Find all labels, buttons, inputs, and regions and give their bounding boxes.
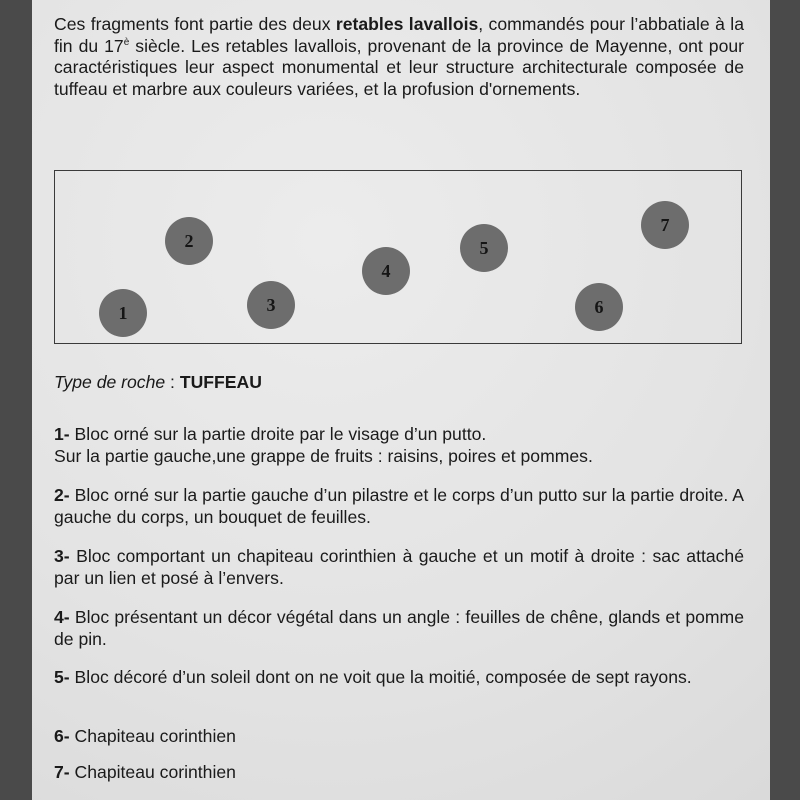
- fragment-text: Chapiteau corinthien: [74, 762, 236, 782]
- rock-type-label: Type de roche: [54, 372, 166, 392]
- fragment-description-1: [54, 423, 744, 467]
- intro-superscript: è: [123, 36, 130, 48]
- fragment-marker-1: 1: [99, 289, 147, 337]
- rock-type-value: TUFFEAU: [179, 372, 262, 392]
- fragment-number: 6-: [54, 726, 70, 746]
- fragment-location-diagram: [54, 170, 742, 344]
- fragment-marker-4: 4: [362, 247, 410, 295]
- fragment-number: 3-: [54, 546, 70, 566]
- fragment-description-3: [54, 545, 744, 589]
- information-panel: [32, 0, 770, 800]
- fragment-number: 5-: [54, 667, 70, 687]
- fragment-text: Bloc présentant un décor végétal dans un angle : feuilles de chêne, glands et pomme de pin.: [54, 607, 744, 649]
- fragment-number: 7-: [54, 762, 70, 782]
- fragment-number: 1-: [54, 424, 70, 444]
- fragment-marker-3: 3: [247, 281, 295, 329]
- fragment-number: 2-: [54, 485, 70, 505]
- intro-text-end: siècle. Les retables lavallois, provenant de la province de Mayenne, ont pour caractéristiques leur aspect monumental et leur structure architecturale composée de tuffeau et marbre aux couleurs variées, et la profusion d'ornements.: [54, 35, 745, 99]
- fragment-text: Bloc décoré d’un soleil dont on ne voit que la moitié, composée de sept rayons.: [74, 667, 692, 687]
- intro-paragraph: [54, 14, 744, 100]
- fragment-marker-2: 2: [165, 217, 213, 265]
- fragment-text: Chapiteau corinthien: [74, 726, 236, 746]
- intro-text-middle: , commandés pour l’abbatiale à la fin du 17: [54, 14, 744, 56]
- fragment-description-2: [54, 484, 744, 528]
- fragment-marker-6: 6: [575, 283, 623, 331]
- fragment-description-4: [54, 606, 744, 650]
- intro-bold-term: retables lavallois: [335, 14, 479, 34]
- intro-text-start: Ces fragments font partie des deux: [54, 14, 336, 34]
- fragment-description-6: [54, 725, 744, 747]
- rock-type-separator: :: [165, 372, 180, 392]
- rock-type-line: [54, 372, 262, 393]
- fragment-marker-7: 7: [641, 201, 689, 249]
- fragment-text-line-2: Sur la partie gauche,une grappe de fruits : raisins, poires et pommes.: [54, 446, 593, 466]
- fragment-text-line-1: Bloc orné sur la partie droite par le visage d’un putto.: [74, 424, 487, 444]
- fragment-marker-5: 5: [460, 224, 508, 272]
- fragment-text: Bloc orné sur la partie gauche d’un pilastre et le corps d’un putto sur la partie droite. A gauche du corps, un bouquet de feuilles.: [54, 485, 744, 527]
- fragment-number: 4-: [54, 607, 70, 627]
- fragment-text: Bloc comportant un chapiteau corinthien à gauche et un motif à droite : sac attaché par un lien et posé à l’envers.: [54, 546, 744, 588]
- fragment-description-5: [54, 666, 744, 688]
- fragment-description-7: [54, 761, 744, 783]
